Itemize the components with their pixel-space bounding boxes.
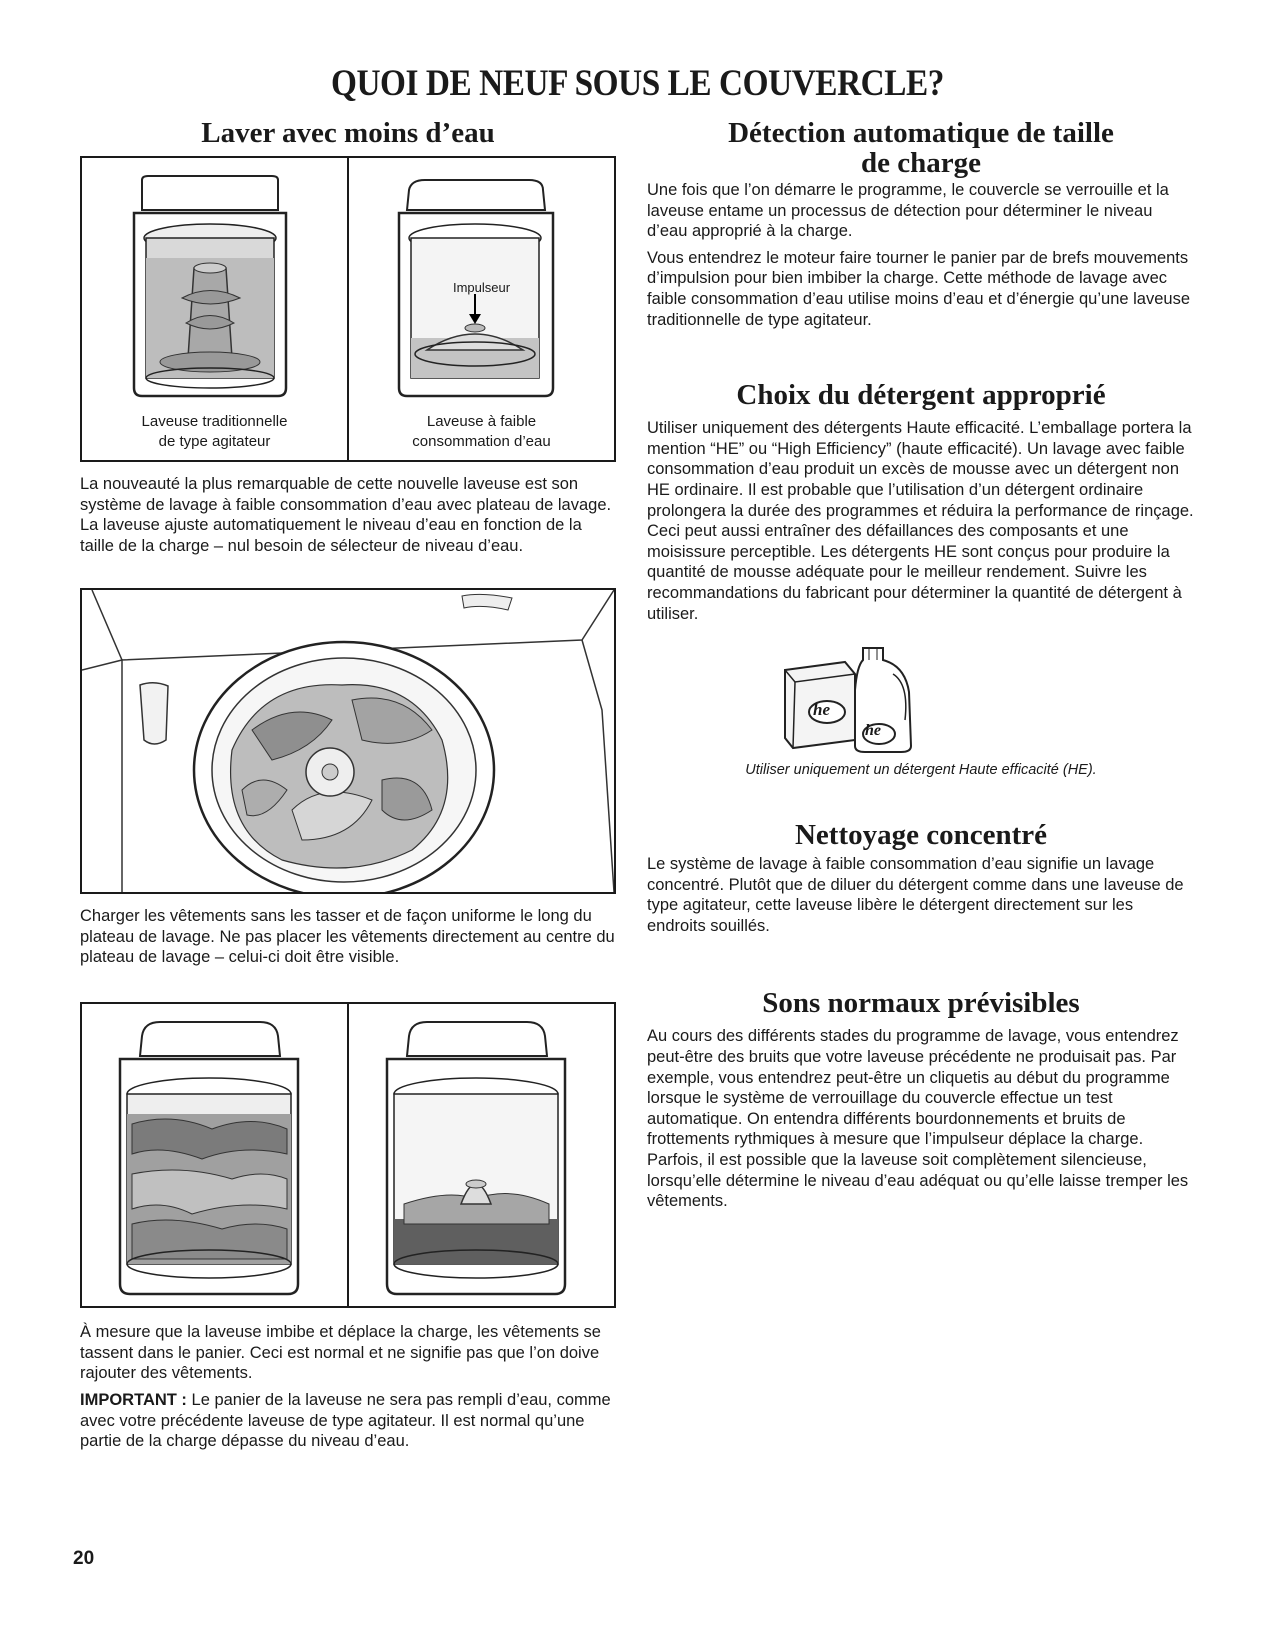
para-he-detergent: Utiliser uniquement des détergents Haute efficacité. L’emballage portera la mention “HE” ou “High Efficiency” (haute efficacité). Un lavage avec faible consommation d’eau produit un excès de mousse avec un détergent non HE ordinaire. Il est probable que l’utilisation d’un détergent ordinaire prolongera la durée des programmes et réduira la performance de rinçage. Ceci peut aussi entraîner des défaillances des composants et une moisissure perceptible. Les détergents HE sont conçus pour produire la quantité de mousse adéquate pour le meilleur rendement. Suivre les recommandations du fabricant pour déterminer la quantité de détergent à utiliser.	[647, 419, 1194, 623]
left-column	[80, 118, 616, 1452]
para-important	[80, 1390, 616, 1452]
figure-basket-after	[347, 1004, 614, 1306]
heading-concentrated-cleaning: Nettoyage concentré	[794, 819, 1048, 852]
heading-detergent-choice: Choix du détergent approprié	[736, 379, 1106, 412]
agitator-washer-illustration	[82, 158, 336, 408]
caption-agitator-line2: de type agitateur	[158, 433, 271, 450]
he-detergent-illustration	[647, 640, 1195, 758]
he-bottle-logo-text: he	[865, 722, 881, 740]
heading-normal-sounds: Sons normaux prévisibles	[762, 987, 1080, 1020]
impeller-label: Impulseur	[452, 280, 511, 295]
para-low-water-system: La nouveauté la plus remarquable de cette nouvelle laveuse est son système de lavage à faible consommation d’eau avec plateau de lavage. La laveuse ajuste automatiquement le niveau d’eau en fonction de la taille de la charge – nul besoin de sélecteur de niveau d’eau.	[80, 475, 612, 555]
figure-agitator-washer	[82, 158, 347, 460]
important-text: Le panier de la laveuse ne sera pas rempli d’eau, comme avec votre précédente laveuse de type agitateur. Il est normal qu’une partie de la charge dépasse du niveau d’eau.	[80, 1391, 611, 1451]
para-loading-instructions: Charger les vêtements sans les tasser et de façon uniforme le long du plateau de lavage. Ne pas placer les vêtements directement au centre du plateau de lavage – celui-ci doit être visible.	[80, 907, 615, 967]
figure-basket-before	[82, 1004, 347, 1306]
para-load-settles: À mesure que la laveuse imbibe et déplace la charge, les vêtements se tassent dans le panier. Ceci est normal et ne signifie pas que l’on doive rajouter des vêtements.	[80, 1323, 601, 1383]
he-box-logo-text: he	[813, 700, 830, 720]
important-label: IMPORTANT :	[80, 1391, 187, 1409]
loaded-basket-illustration	[82, 590, 614, 892]
para-concentrated-cleaning: Le système de lavage à faible consommation d’eau signifie un lavage concentré. Plutôt que de diluer du détergent comme dans une laveuse de type agitateur, cette laveuse libère le détergent directement sur les endroits souillés.	[647, 855, 1184, 935]
heading-less-water: Laver avec moins d’eau	[201, 117, 495, 149]
page-number: 20	[73, 1548, 95, 1569]
caption-he-only: Utiliser uniquement un détergent Haute efficacité (HE).	[745, 762, 1097, 779]
heading-load-size-line1: Détection automatique de taille	[728, 117, 1114, 149]
heading-load-size-line2: de charge	[861, 147, 981, 179]
figure-load-settling	[80, 1002, 616, 1308]
right-column	[647, 118, 1195, 1212]
caption-he-line1: Laveuse à faible	[426, 413, 537, 430]
basket-before-illustration	[82, 1004, 336, 1304]
caption-he-line2: consommation d’eau	[412, 433, 551, 450]
page-title: QUOI DE NEUF SOUS LE COUVERCLE?	[330, 63, 944, 104]
heading-load-size-detection	[647, 118, 1195, 178]
basket-after-illustration	[349, 1004, 601, 1304]
para-detection-start: Une fois que l’on démarre le programme, le couvercle se verrouille et la laveuse entame un processus de détection pour déterminer le niveau d’eau approprié à la charge.	[647, 181, 1169, 241]
para-normal-sounds: Au cours des différents stades du programme de lavage, vous entendrez peut-être des bruits que votre laveuse précédente ne produisait pas. Par exemple, vous entendrez peut-être un cliquetis au début du programme lorsque le système de verrouillage du couvercle effectue un test automatique. On entendra différents bourdonnements et bruits de frottements rythmiques à mesure que l’impulseur déplace la charge. Parfois, il est possible que la laveuse soit complètement silencieuse, lorsqu’elle détermine le niveau d’eau adéquat ou qu’elle laisse tremper les vêtements.	[647, 1027, 1189, 1211]
he-detergent-icon	[647, 640, 1195, 758]
para-motor-pulses: Vous entendrez le moteur faire tourner le panier par de brefs mouvements d’impulsion pour bien imbiber la charge. Cette méthode de lavage avec faible consommation d’eau utilise moins d’eau et d’énergie qu’une laveuse traditionnelle de type agitateur.	[647, 248, 1191, 329]
figure-loaded-basket	[80, 588, 616, 894]
figure-he-washer	[347, 158, 614, 460]
caption-agitator-line1: Laveuse traditionnelle	[141, 413, 288, 430]
figure-washer-comparison	[80, 156, 616, 462]
